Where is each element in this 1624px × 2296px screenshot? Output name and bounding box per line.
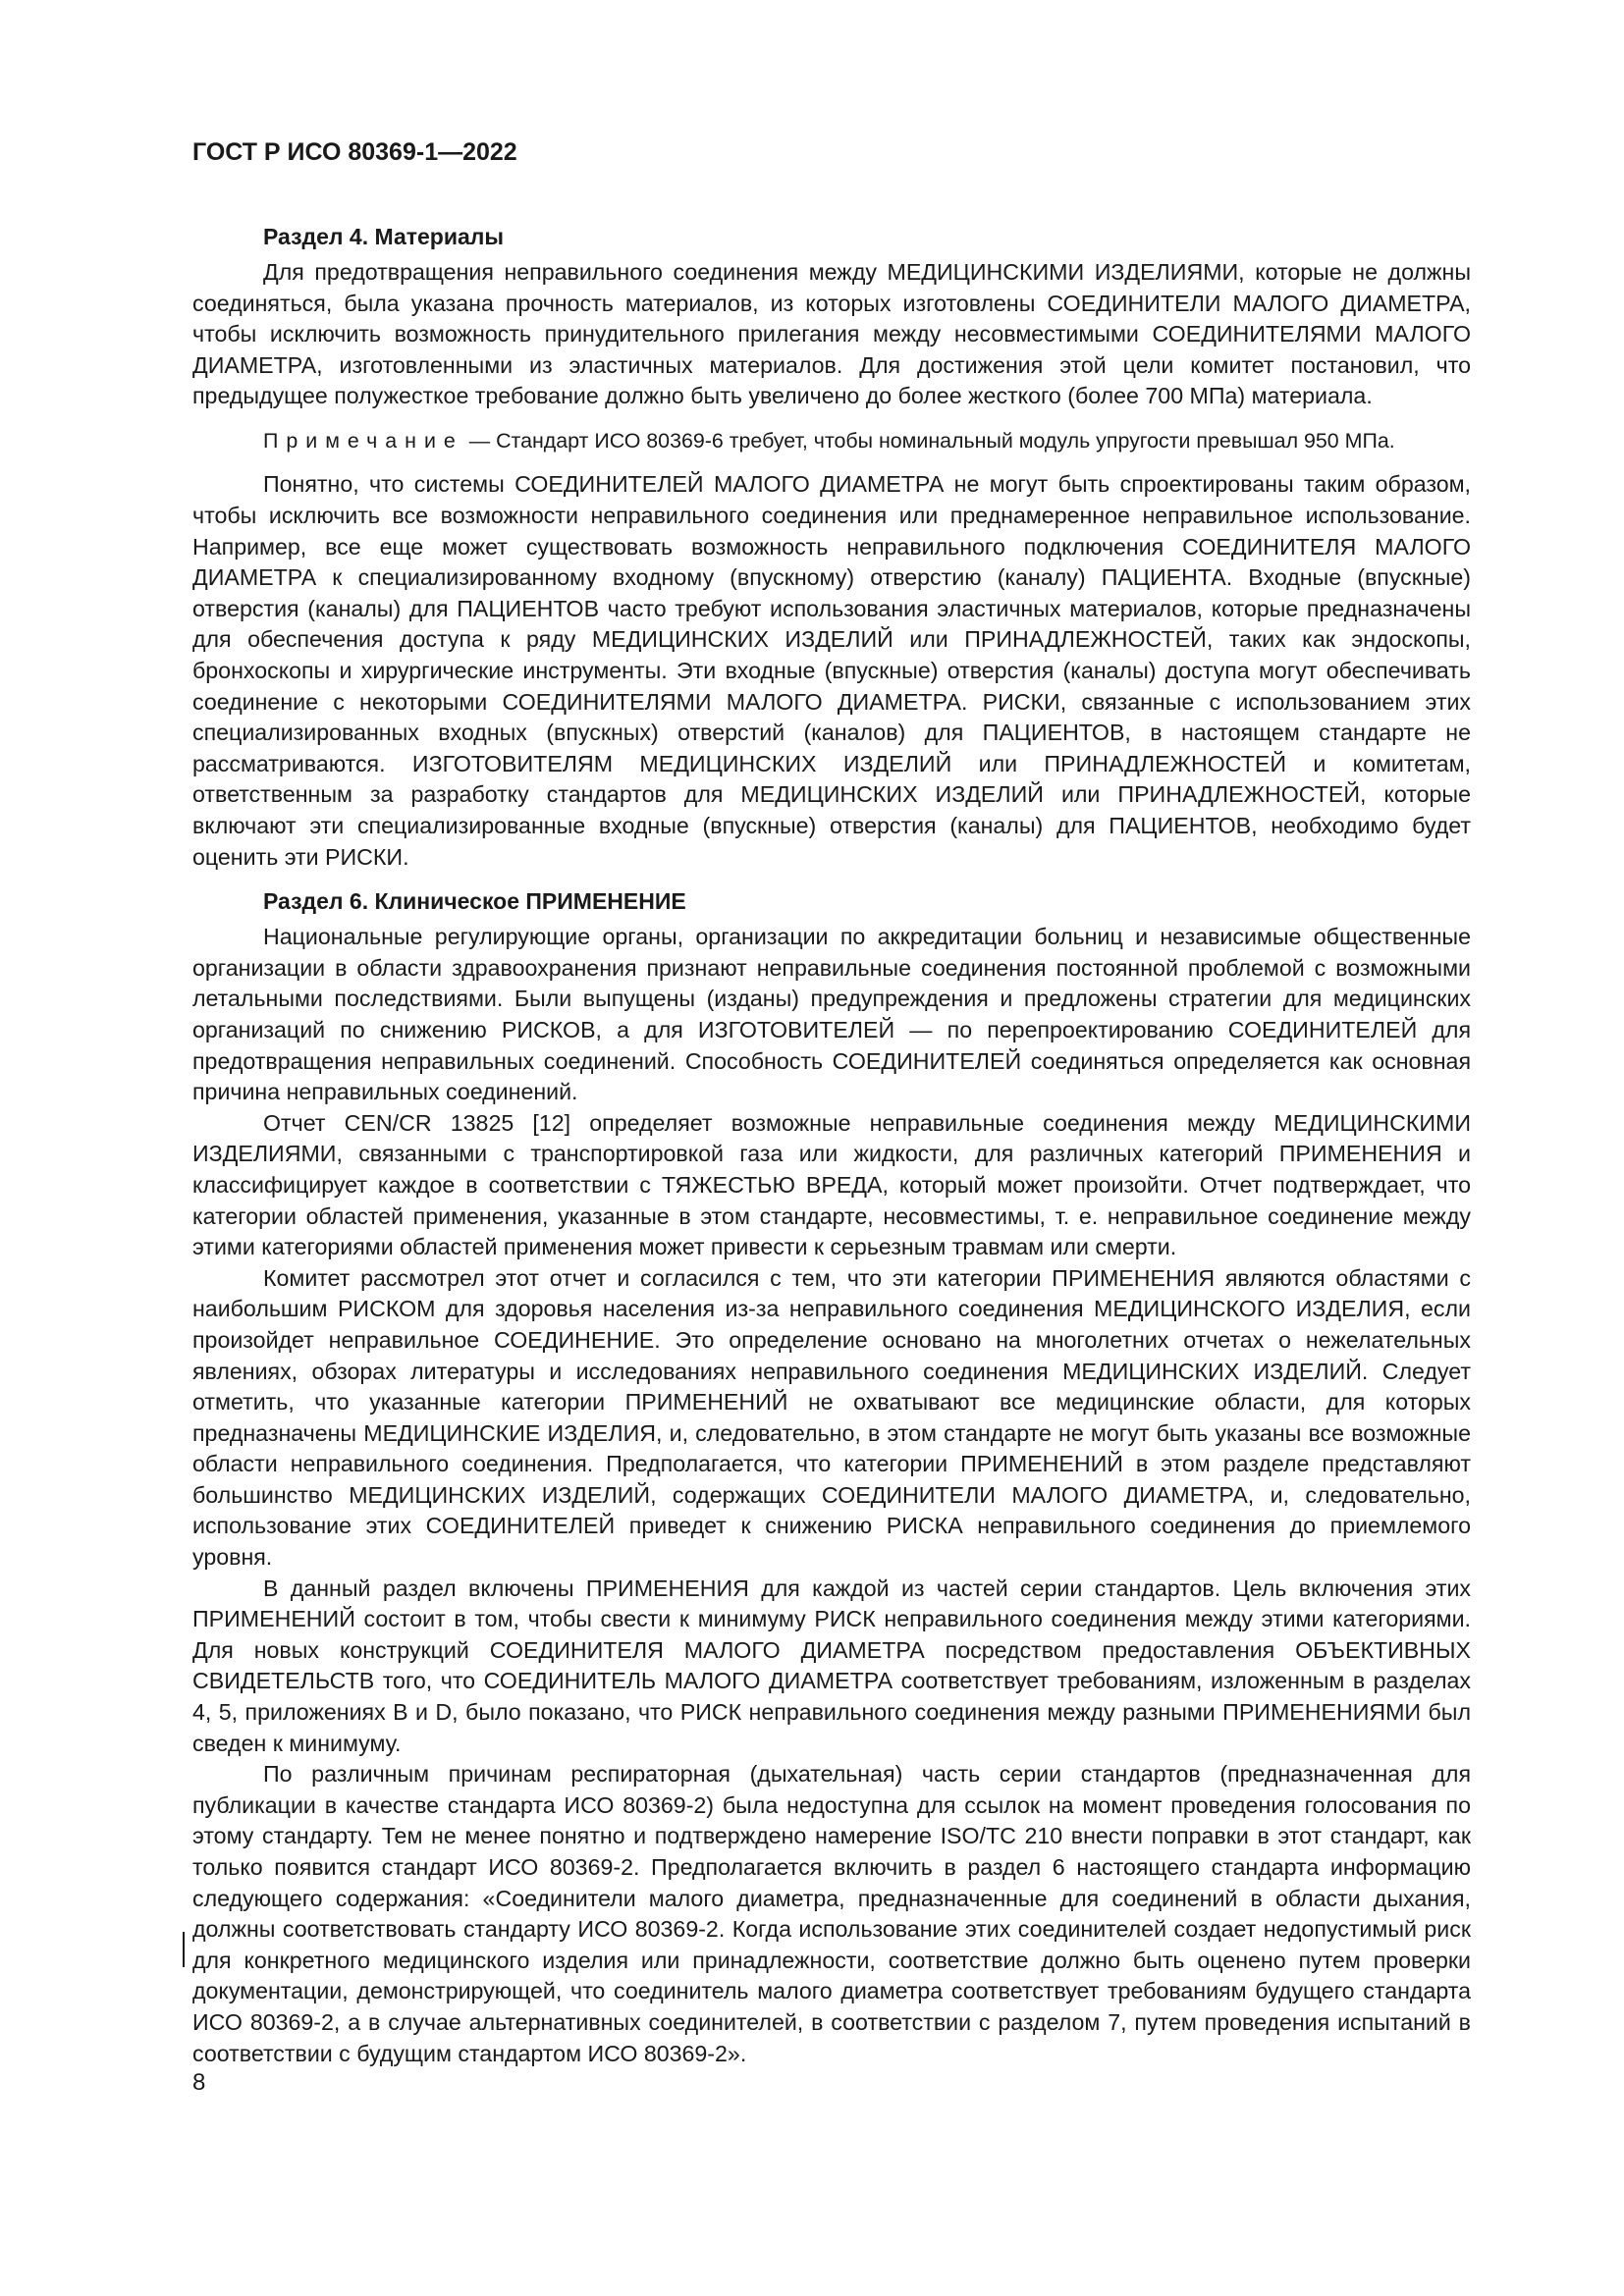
section-6-paragraph-3: Комитет рассмотрел этот отчет и согласился с тем, что эти категории ПРИМЕНЕНИЯ являются областями с наибольшим РИСКОМ для здоровья населения из-за неправильного соединения МЕДИЦИНСКОГО ИЗДЕЛИЯ, если произойдет неправильное СОЕДИНЕНИЕ. Это определение основано на многолетних отчетах о нежелательных явлениях, обзорах литературы и исследованиях неправильного соединения МЕДИЦИНСКИХ ИЗДЕЛИЙ. Следует отметить, что указанные категории ПРИМЕНЕНИЙ не охватывают все медицинские области, для которых предназначены МЕДИЦИНСКИЕ ИЗДЕЛИЯ, и, следовательно, в этом стандарте не могут быть указаны все возможные области неправильного соединения. Предполагается, что категории ПРИМЕНЕНИЙ в этом разделе представляют большинство МЕДИЦИНСКИХ ИЗДЕЛИЙ, содержащих СОЕДИНИТЕЛИ МАЛОГО ДИАМЕТРА, и, следовательно, использование этих СОЕДИНИТЕЛЕЙ приведет к снижению РИСКА неправильного соединения до приемлемого уровня. [192,1264,1471,1571]
section-6-paragraph-4: В данный раздел включены ПРИМЕНЕНИЯ для каждой из частей серии стандартов. Цель включения этих ПРИМЕНЕНИЙ состоит в том, чтобы свести к минимуму РИСК неправильного соединения между этими категориями. Для новых конструкций СОЕДИНИТЕЛЯ МАЛОГО ДИАМЕТРА посредством предоставления ОБЪЕКТИВНЫХ СВИДЕТЕЛЬСТВ того, что СОЕДИНИТЕЛЬ МАЛОГО ДИАМЕТРА соответствует требованиям, изложенным в разделах 4, 5, приложениях B и D, было показано, что РИСК неправильного соединения между разными ПРИМЕНЕНИЯМИ был сведен к минимуму. [192,1575,1471,1756]
section-4-title: Раздел 4. Материалы [263,224,505,249]
note [192,426,1471,456]
section-6-paragraph-1: Национальные регулирующие органы, организации по аккредитации больниц и независимые общественные организации в области здравоохранения признают неправильные соединения постоянной проблемой с возможными летальными последствиями. Были выпущены (изданы) предупреждения и предложены стратегии для медицинских организаций по снижению РИСКОВ, а для ИЗГОТОВИТЕЛЕЙ — по перепроектированию СОЕДИНИТЕЛЕЙ для предотвращения неправильных соединений. Способность СОЕДИНИТЕЛЕЙ соединяться определяется как основная причина неправильных соединений. [192,924,1471,1105]
document-page [192,137,1471,2069]
section-6-paragraph-5: По различным причинам респираторная (дыхательная) часть серии стандартов (предназначенная для публикации в качестве стандарта ИСО 80369-2) была недоступна для ссылок на момент проведения голосования по этому стандарту. Тем не менее понятно и подтверждено намерение ISO/TC 210 внести поправки в этот стандарт, как только появится стандарт ИСО 80369-2. Предполагается включить в раздел 6 настоящего стандарта информацию следующего содержания: «Соединители малого диаметра, предназначенные для соединений в области дыхания, должны соответствовать стандарту ИСО 80369-2. Когда использование этих соединителей создает недопустимый риск для конкретного медицинского изделия или принадлежности, соответствие должно быть оценено путем проверки документации, демонстрирующей, что соединитель малого диаметра соответствует требованиям будущего стандарта ИСО 80369-2, а в случае альтернативных соединителей, в соответствии с разделом 7, путем проведения испытаний в соответствии с будущим стандартом ИСО 80369-2». [192,1761,1471,2066]
section-4-paragraph-2: Понятно, что системы СОЕДИНИТЕЛЕЙ МАЛОГО ДИАМЕТРА не могут быть спроектированы таким образом, чтобы исключить все возможности неправильного соединения или преднамеренное неправильное использование. Например, все еще может существовать возможность неправильного подключения СОЕДИНИТЕЛЯ МАЛОГО ДИАМЕТРА к специализированному входному (впускному) отверстию (каналу) ПАЦИЕНТА. Входные (впускные) отверстия (каналы) для ПАЦИЕНТОВ часто требуют использования эластичных материалов, которые предназначены для обеспечения доступа к ряду МЕДИЦИНСКИХ ИЗДЕЛИЙ или ПРИНАДЛЕЖНОСТЕЙ, таких как эндоскопы, бронхоскопы и хирургические инструменты. Эти входные (впускные) отверстия (каналы) доступа могут обеспечивать соединение с некоторыми СОЕДИНИТЕЛЯМИ МАЛОГО ДИАМЕТРА. РИСКИ, связанные с использованием этих специализированных входных (впускных) отверстий (каналов) для ПАЦИЕНТОВ, в настоящем стандарте не рассматриваются. ИЗГОТОВИТЕЛЯМ МЕДИЦИНСКИХ ИЗДЕЛИЙ или ПРИНАДЛЕЖНОСТЕЙ и комитетам, ответственным за разработку стандартов для МЕДИЦИНСКИХ ИЗДЕЛИЙ или ПРИНАДЛЕЖНОСТЕЙ, которые включают эти специализированные входные (впускные) отверстия (каналы) для ПАЦИЕНТОВ, необходимо будет оценить эти РИСКИ. [192,471,1471,870]
section-6-paragraph-2: Отчет CEN/CR 13825 [12] определяет возможные неправильные соединения между МЕДИЦИНСКИМИ ИЗДЕЛИЯМИ, связанными с транспортировкой газа или жидкости, для различных категорий ПРИМЕНЕНИЯ и классифицирует каждое в соответствии с ТЯЖЕСТЬЮ ВРЕДА, который может произойти. Отчет подтверждает, что категории областей применения, указанные в этом стандарте, несовместимы, т. е. неправильное соединение между этими категориями областей применения может привести к серьезным травмам или смерти. [192,1109,1471,1260]
note-label: Примечание [263,428,463,453]
page-number: 8 [192,2069,206,2096]
section-4-paragraph-1: Для предотвращения неправильного соединения между МЕДИЦИНСКИМИ ИЗДЕЛИЯМИ, которые не должны соединяться, была указана прочность материалов, из которых изготовлены СОЕДИНИТЕЛИ МАЛОГО ДИАМЕТРА, чтобы исключить возможность принудительного прилегания между несовместимыми СОЕДИНИТЕЛЯМИ МАЛОГО ДИАМЕТРА, изготовленными из эластичных материалов. Для достижения этой цели комитет постановил, что предыдущее полужесткое требование должно быть увеличено до более жесткого (более 700 МПа) материала. [192,259,1471,409]
section-6-title: Раздел 6. Клиническое ПРИМЕНЕНИЕ [263,888,686,915]
change-bar-mark [183,1932,185,1967]
document-header: ГОСТ Р ИСО 80369-1—2022 [192,138,517,166]
note-text: — Стандарт ИСО 80369-6 требует, чтобы номинальный модуль упругости превышал 950 МПа. [462,428,1395,453]
